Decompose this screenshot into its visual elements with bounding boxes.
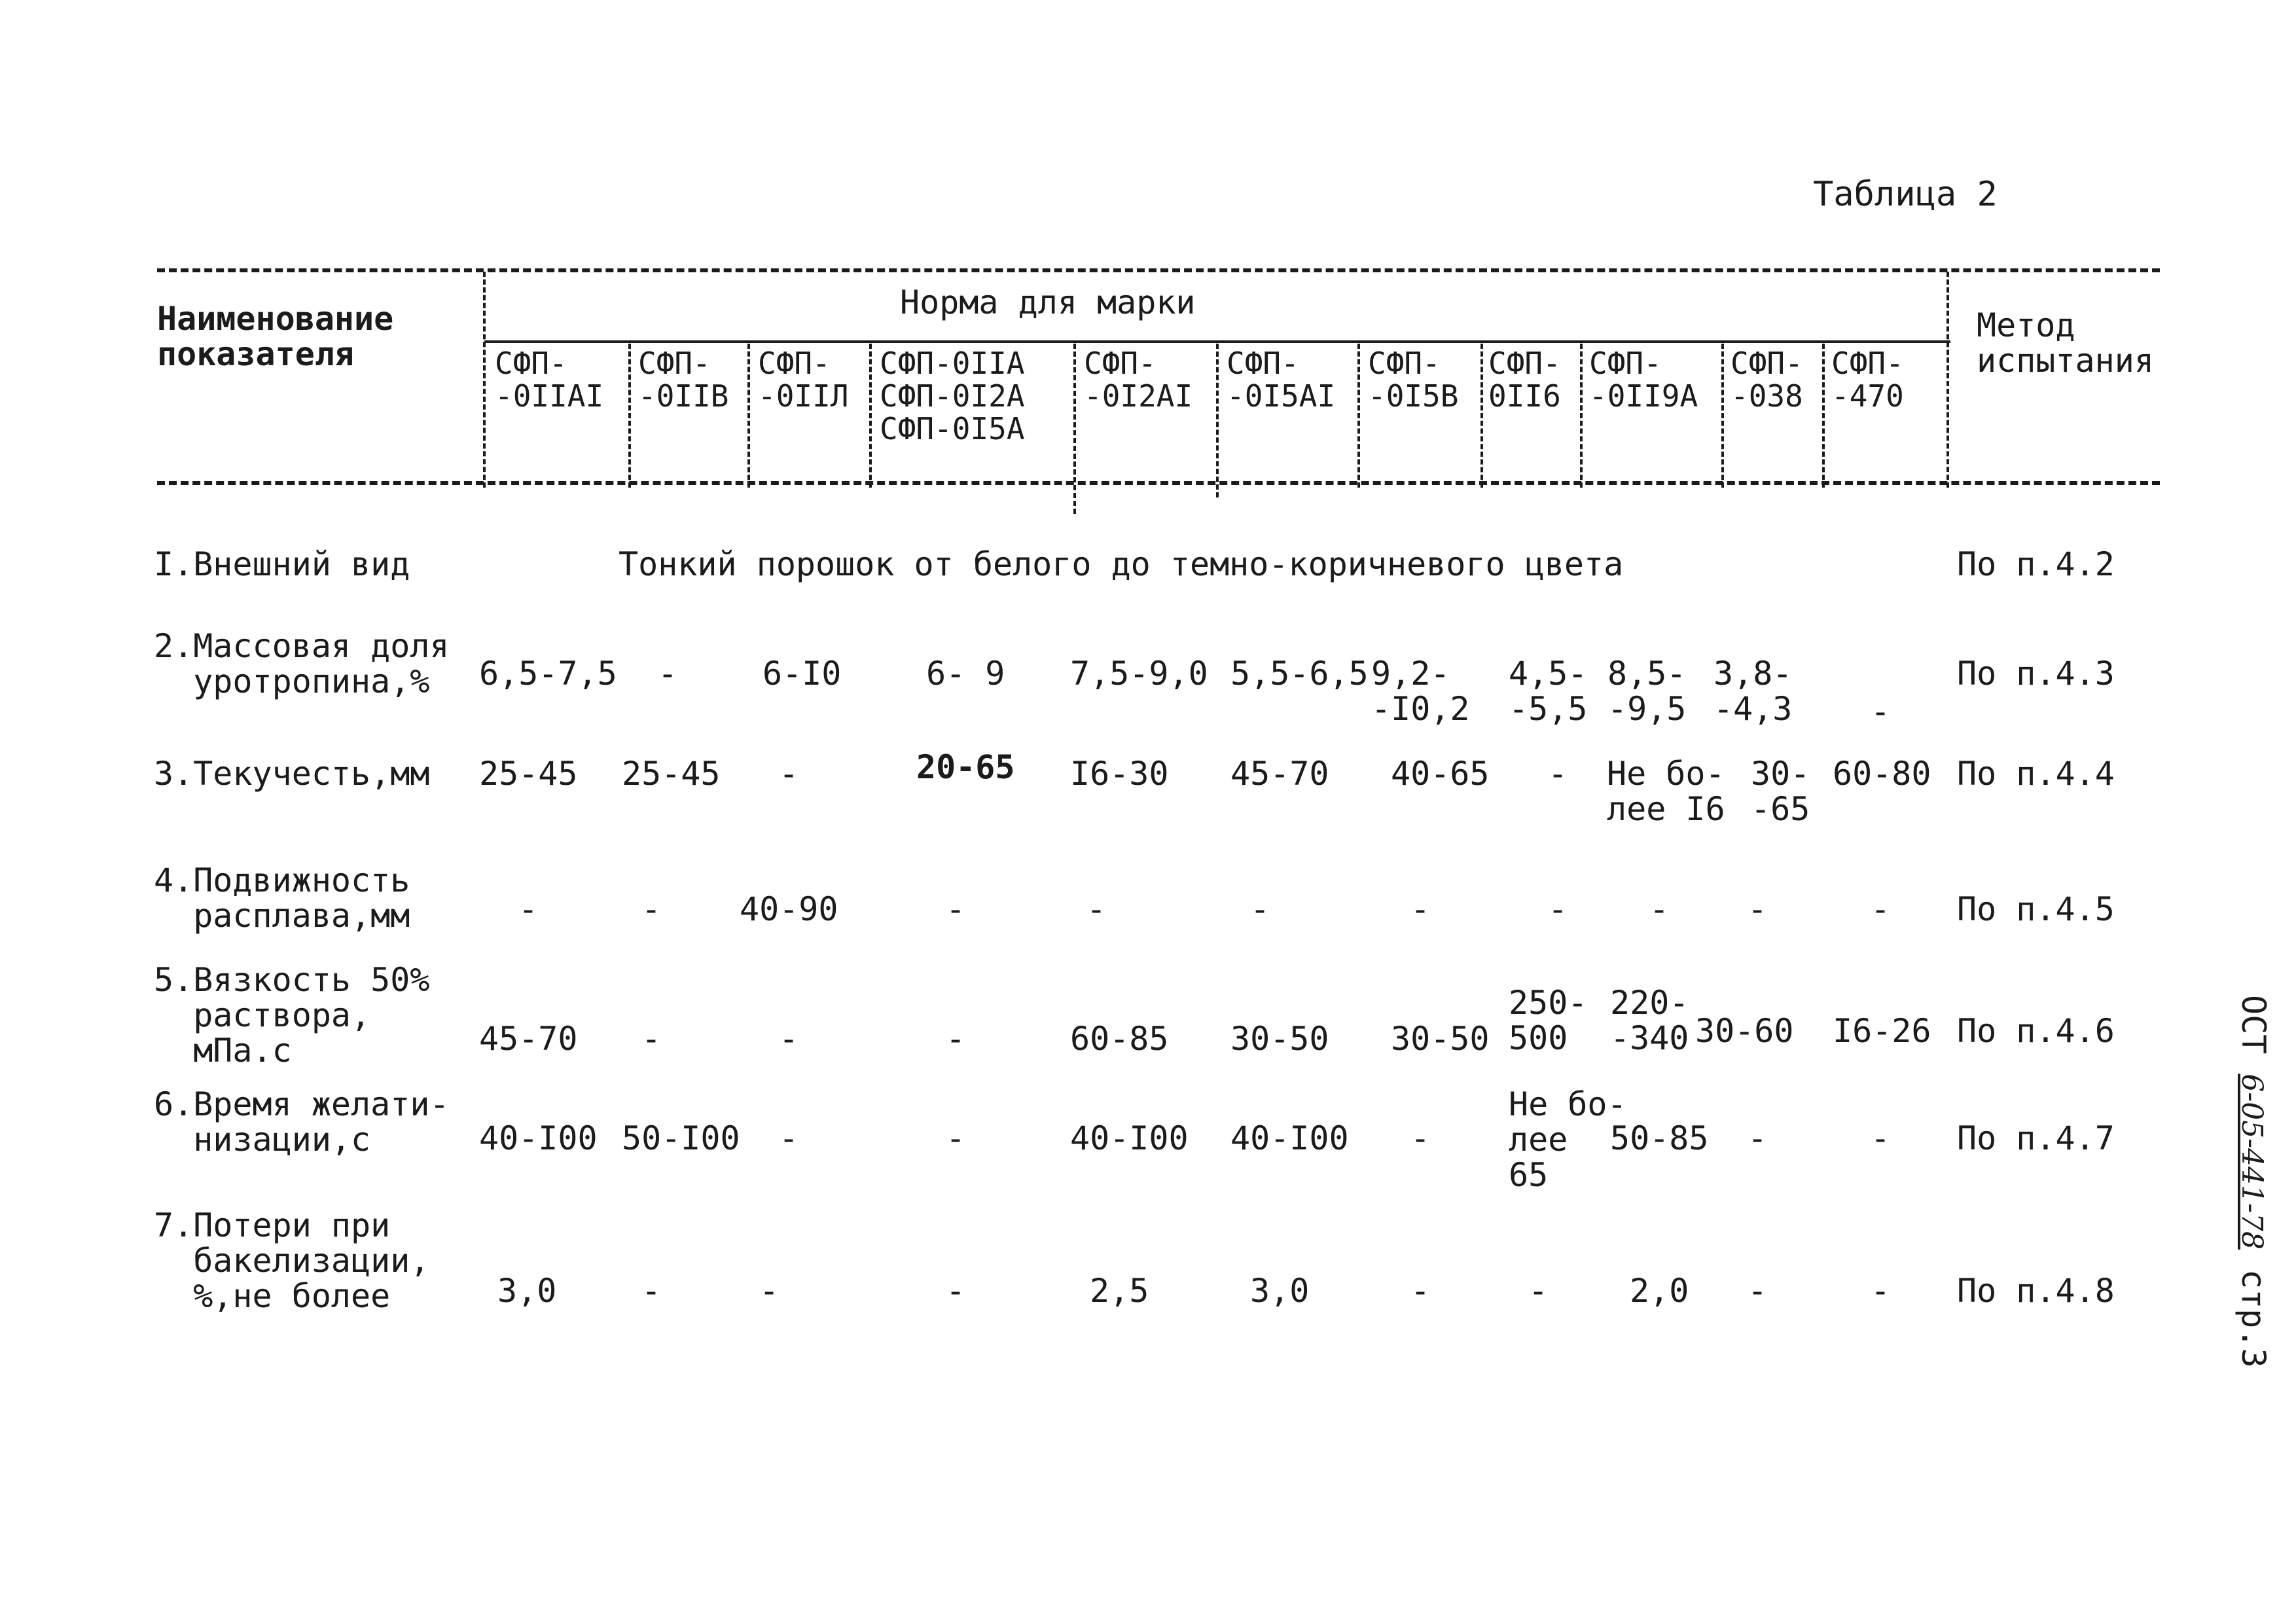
grade-header: СФП-0IIA СФП-0I2A СФП-0I5A	[880, 346, 1025, 446]
grade-header: СФП- -0IIAI	[495, 346, 604, 414]
grade-header: СФП- -0I5B	[1368, 346, 1459, 414]
cell-value: -	[1748, 1272, 1768, 1310]
stamp-page: стр.3	[2234, 1249, 2272, 1368]
col-separator	[1580, 344, 1583, 488]
cell-value: 2,0	[1630, 1272, 1689, 1310]
cell-value: 45-70	[1230, 755, 1329, 793]
cell-value: -	[641, 890, 662, 928]
cell-value: 20-65	[916, 748, 1015, 786]
cell-value: 8,5- -9,5	[1607, 655, 1687, 728]
cell-value: 30-50	[1230, 1020, 1329, 1058]
cell-value: -	[1748, 890, 1768, 928]
cell-value: -	[779, 1119, 799, 1157]
header-bottom-rule	[157, 481, 2160, 485]
col-separator	[1216, 344, 1219, 497]
grade-header: СФП- -0I2AI	[1084, 346, 1193, 414]
cell-value: -	[946, 1119, 966, 1157]
row-name: 4.Подвижность расплава,мм	[154, 861, 410, 935]
stamp-handwritten-number: 6-05-441-78	[2235, 1074, 2269, 1250]
grade-header: СФП- -0IIЛ	[758, 346, 849, 414]
col-separator	[747, 344, 750, 488]
col-separator	[1480, 344, 1483, 488]
cell-value: -	[1250, 890, 1270, 928]
cell-value: 40-I00	[479, 1119, 598, 1157]
cell-value: -	[1410, 890, 1431, 928]
grade-header: СФП- -470	[1831, 346, 1904, 414]
col-separator	[1946, 272, 1949, 488]
cell-value: 30- -65	[1751, 755, 1810, 828]
cell-value: -	[1748, 1119, 1768, 1157]
col-separator	[483, 272, 486, 488]
col-separator	[1822, 344, 1825, 488]
row-name: 6.Время желати- низации,с	[154, 1085, 450, 1159]
grade-header: СФП- 0II6	[1488, 346, 1561, 414]
cell-value: I6-26	[1833, 1012, 1931, 1050]
cell-value: -	[1548, 755, 1568, 793]
cell-value: 6-I0	[762, 655, 842, 693]
cell-value: 3,0	[497, 1272, 557, 1310]
cell-value: 250- 500	[1509, 984, 1588, 1057]
grade-header: СФП- -0IIB	[638, 346, 729, 414]
cell-value: 220- -340	[1610, 984, 1689, 1057]
cell-value: -	[1649, 890, 1670, 928]
table-top-rule	[157, 268, 2160, 272]
cell-value: 40-90	[740, 890, 838, 928]
cell-value: -	[946, 890, 966, 928]
row-name: 3.Текучесть,мм	[154, 755, 430, 793]
grade-header: СФП- -0II9A	[1589, 346, 1698, 414]
row-method: По п.4.6	[1957, 1012, 2115, 1050]
cell-value: Не бо- лее I6	[1607, 755, 1725, 828]
cell-value: -	[779, 755, 799, 793]
row-merged-value: Тонкий порошок от белого до темно-коричневого цвета	[619, 545, 1624, 583]
cell-value: 50-I00	[622, 1119, 740, 1157]
cell-value: -	[641, 1020, 662, 1058]
cell-value: 60-85	[1070, 1020, 1169, 1058]
cell-value: 6,5-7,5	[479, 655, 617, 693]
side-stamp	[2234, 995, 2271, 1368]
header-name-column: Наименование показателя	[157, 300, 394, 373]
stamp-prefix: ОСТ	[2234, 995, 2272, 1074]
cell-value: -	[946, 1020, 966, 1058]
cell-value: 7,5-9,0	[1070, 655, 1208, 693]
cell-value: 6- 9	[926, 655, 1005, 693]
cell-value: 9,2- -I0,2	[1371, 655, 1470, 728]
cell-value: 3,0	[1250, 1272, 1310, 1310]
cell-value: 2,5	[1090, 1272, 1149, 1310]
header-method-column: Метод испытания	[1977, 306, 2154, 380]
table-title: Таблица 2	[1813, 175, 1998, 214]
cell-value: -	[641, 1272, 662, 1310]
cell-value: 60-80	[1833, 755, 1931, 793]
header-norm-group: Норма для марки	[900, 283, 1196, 321]
cell-value: -	[1086, 890, 1107, 928]
cell-value: -	[1871, 890, 1891, 928]
row-method: По п.4.3	[1957, 655, 2115, 693]
cell-value: 3,8- -4,3	[1713, 655, 1793, 728]
cell-value: 50-85	[1610, 1119, 1709, 1157]
col-separator	[1721, 344, 1724, 488]
row-name: 2.Массовая доля уротропина,%	[154, 627, 450, 700]
grade-header: СФП- -038	[1731, 346, 1803, 414]
cell-value: 5,5-6,5	[1230, 655, 1369, 693]
cell-value: 40-I00	[1230, 1119, 1349, 1157]
cell-value: -	[1548, 890, 1568, 928]
cell-value: -	[1871, 1272, 1891, 1310]
cell-value: -	[1871, 693, 1891, 731]
cell-value: I6-30	[1070, 755, 1169, 793]
cell-value: -	[759, 1272, 780, 1310]
cell-value: 4,5- -5,5	[1509, 655, 1588, 728]
row-method: По п.4.8	[1957, 1272, 2115, 1310]
row-method: По п.4.5	[1957, 890, 2115, 928]
col-separator	[628, 344, 631, 488]
cell-value: Не бо- лее 65	[1509, 1085, 1627, 1194]
cell-value: -	[946, 1272, 966, 1310]
cell-value: 30-50	[1391, 1020, 1490, 1058]
cell-value: 25-45	[622, 755, 721, 793]
cell-value: -	[1410, 1272, 1431, 1310]
cell-value: -	[1871, 1119, 1891, 1157]
cell-value: -	[518, 890, 539, 928]
norm-group-rule	[484, 340, 1950, 343]
row-method: По п.4.7	[1957, 1119, 2115, 1157]
cell-value: 25-45	[479, 755, 578, 793]
grade-header: СФП- -0I5AI	[1227, 346, 1336, 414]
cell-value: -	[1528, 1272, 1549, 1310]
cell-value: -	[1410, 1119, 1431, 1157]
cell-value: 45-70	[479, 1020, 578, 1058]
col-separator	[869, 344, 872, 488]
row-name: 5.Вязкость 50% раствора, мПа.с	[154, 961, 430, 1070]
row-name: 7.Потери при бакелизации, %,не более	[154, 1206, 430, 1315]
cell-value: 30-60	[1695, 1012, 1794, 1050]
cell-value: -	[658, 655, 678, 693]
col-separator	[1357, 344, 1360, 488]
col-separator	[1073, 344, 1076, 514]
cell-value: -	[779, 1020, 799, 1058]
cell-value: 40-I00	[1070, 1119, 1189, 1157]
row-name: I.Внешний вид	[154, 545, 410, 583]
cell-value: 40-65	[1391, 755, 1490, 793]
row-method: По п.4.2	[1957, 545, 2115, 583]
row-method: По п.4.4	[1957, 755, 2115, 793]
